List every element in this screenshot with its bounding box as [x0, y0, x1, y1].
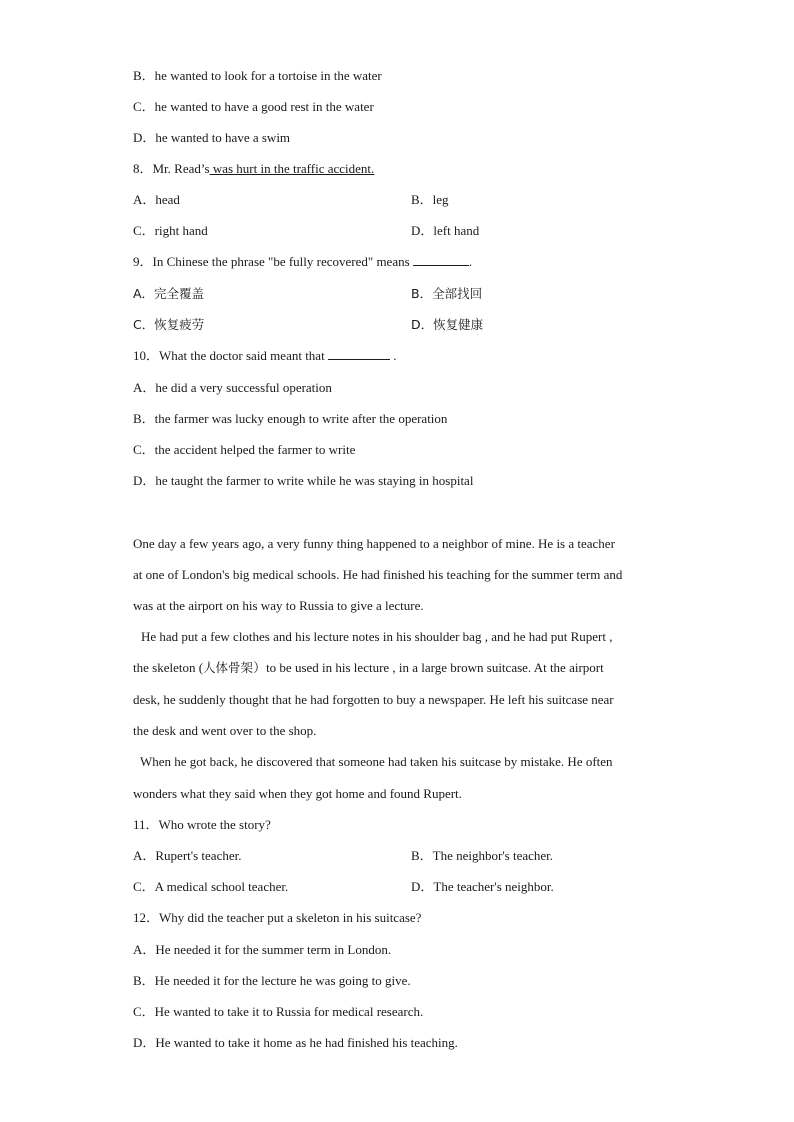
q10-stem-end: .: [389, 348, 397, 363]
q9-stem: [133, 254, 472, 270]
q10-option-d: D．he taught the farmer to write while he was staying in hospital: [133, 473, 474, 488]
passage-p2-line4: the desk and went over to the shop.: [133, 723, 317, 738]
q9-stem-text: 9．In Chinese the phrase "be fully recovered" means: [133, 254, 413, 269]
q8-stem-before: 8．Mr. Read’s: [133, 161, 210, 176]
q12-option-d: D．He wanted to take it home as he had finished his teaching.: [133, 1035, 458, 1050]
q10-option-a: A．he did a very successful operation: [133, 380, 332, 395]
passage-p1-line3: was at the airport on his way to Russia to give a lecture.: [133, 598, 424, 613]
passage-p2-line2-cjk: 人体骨架: [203, 660, 254, 675]
passage-p2-line2: [133, 660, 604, 676]
q10-option-b: B．the farmer was lucky enough to write after the operation: [133, 411, 448, 426]
q9-option-a: A．完全覆盖: [133, 286, 205, 301]
q12-option-b: B．He needed it for the lecture he was going to give.: [133, 973, 411, 988]
passage-p2-line2-b: ）to be used in his lecture , in a large brown suitcase. At the airport: [253, 660, 604, 675]
q8-option-d: D．left hand: [411, 223, 480, 238]
q12-stem: 12．Why did the teacher put a skeleton in his suitcase?: [133, 910, 422, 925]
passage-p3-line2: wonders what they said when they got home and found Rupert.: [133, 786, 462, 801]
q9-option-c: C．恢复疲劳: [133, 317, 205, 332]
q8-option-b: B．leg: [411, 192, 449, 207]
q11-option-b: B．The neighbor's teacher.: [411, 848, 554, 863]
q8-option-c: C．right hand: [133, 223, 208, 238]
passage-p1-line1: One day a few years ago, a very funny thing happened to a neighbor of mine. He is a teacher: [133, 536, 615, 551]
q11-stem: 11．Who wrote the story?: [133, 817, 271, 832]
q7-option-c: C．he wanted to have a good rest in the water: [133, 99, 374, 114]
q9-stem-end: .: [468, 254, 473, 269]
q7-option-d: D．he wanted to have a swim: [133, 130, 291, 145]
q10-stem: [133, 348, 396, 364]
q10-answer-blank: [328, 348, 390, 360]
q8-stem-after: was hurt in the traffic accident.: [209, 161, 375, 176]
passage-p2-line3: desk, he suddenly thought that he had forgotten to buy a newspaper. He left his suitcase near: [133, 692, 614, 707]
q11-option-d: D．The teacher's neighbor.: [411, 879, 554, 894]
q10-stem-text: 10．What the doctor said meant that: [133, 348, 328, 363]
q12-option-c: C．He wanted to take it to Russia for medical research.: [133, 1004, 424, 1019]
q12-option-a: A．He needed it for the summer term in London.: [133, 942, 392, 957]
q9-option-b: B．全部找回: [411, 286, 483, 301]
q11-option-a: A．Rupert's teacher.: [133, 848, 242, 863]
q9-answer-blank: [413, 254, 469, 266]
q11-option-c: C．A medical school teacher.: [133, 879, 289, 894]
passage-p1-line2: at one of London's big medical schools. He had finished his teaching for the summer term and: [133, 567, 623, 582]
q9-option-d: D．恢复健康: [411, 317, 484, 332]
passage-p2-line2-a: the skeleton (: [133, 660, 204, 675]
passage-p2-line1: He had put a few clothes and his lecture notes in his shoulder bag , and he had put Rupert ,: [141, 629, 613, 644]
q8-stem: [133, 161, 374, 177]
q8-option-a: A．head: [133, 192, 180, 207]
q7-option-b: B．he wanted to look for a tortoise in the water: [133, 68, 382, 83]
passage-p3-line1: When he got back, he discovered that someone had taken his suitcase by mistake. He often: [140, 754, 613, 769]
q10-option-c: C．the accident helped the farmer to write: [133, 442, 356, 457]
